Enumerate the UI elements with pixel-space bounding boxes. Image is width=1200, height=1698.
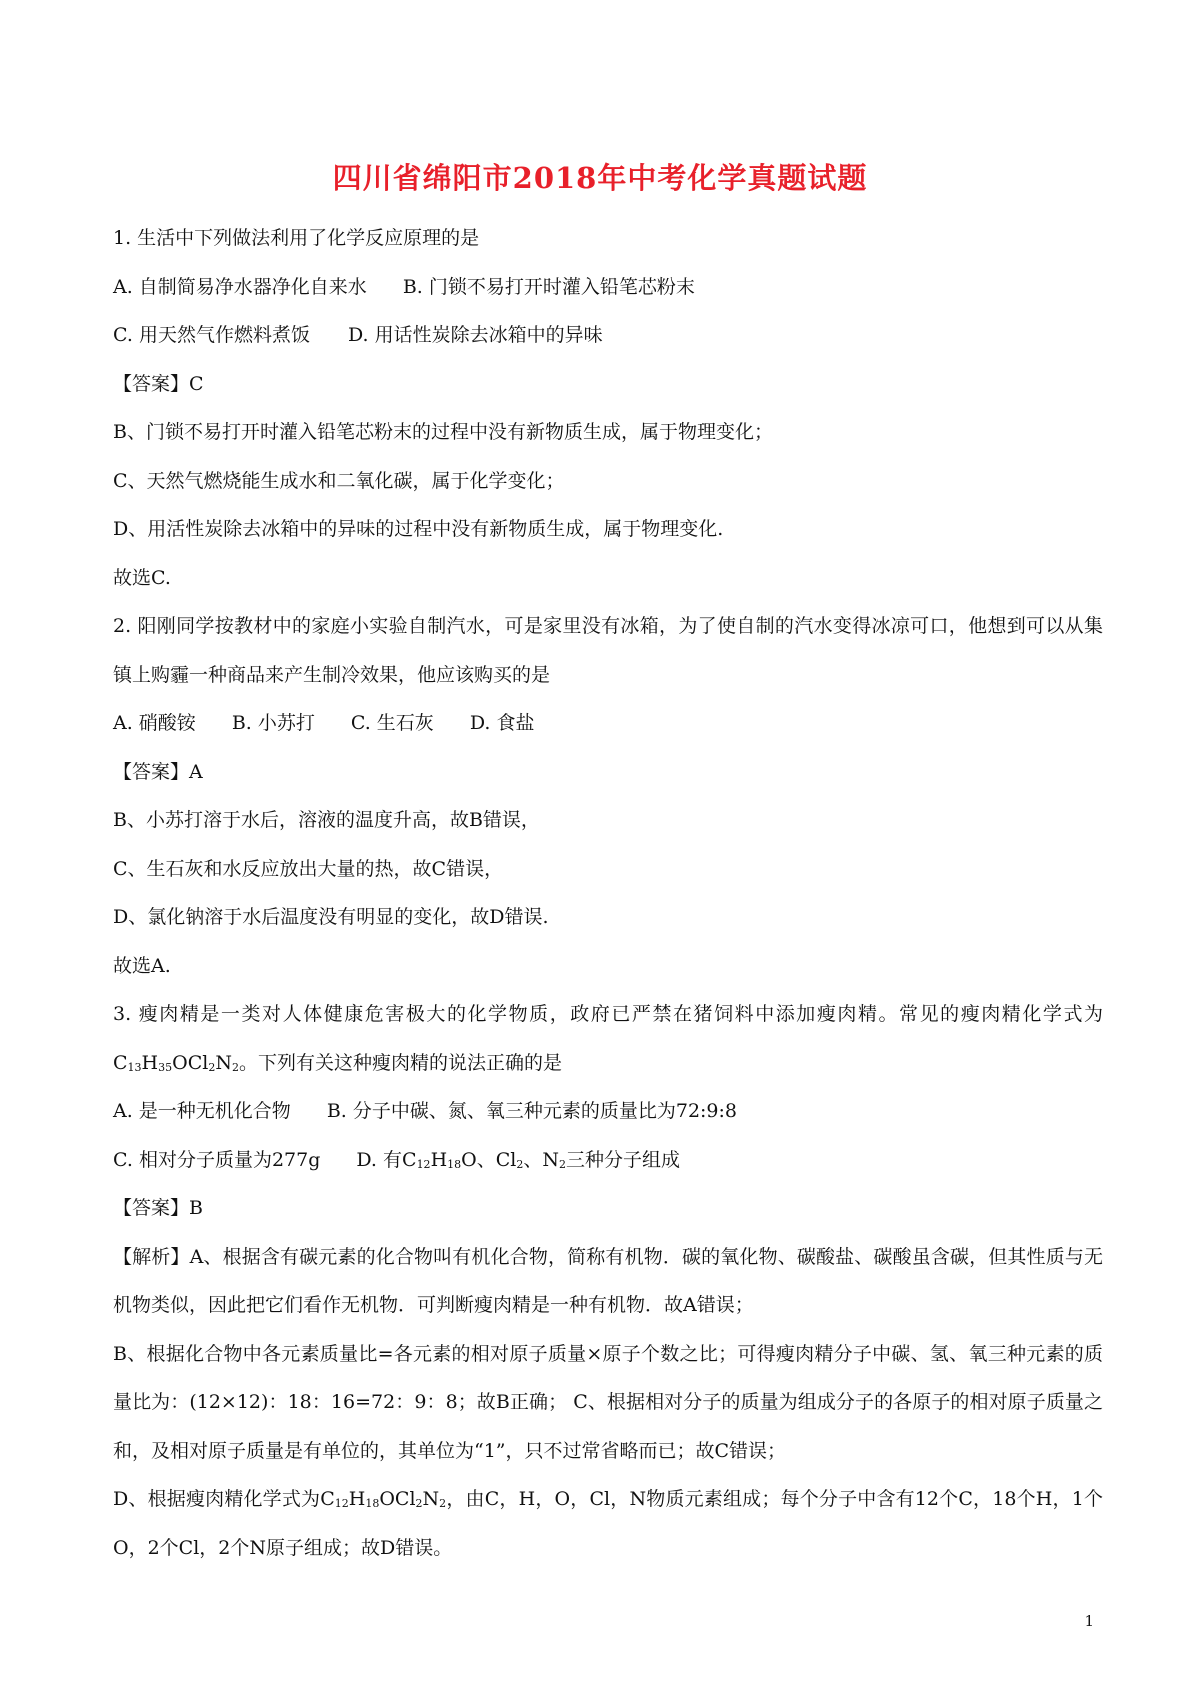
question-2-stem: 2. 阳刚同学按教材中的家庭小实验自制汽水，可是家里没有冰箱，为了使自制的汽水变得冰凉可口，他想到可以从集镇上购霾一种商品来产生制冷效果，他应该购买的是 [113, 615, 1103, 686]
question-1-explanation-d: D、用活性炭除去冰箱中的异味的过程中没有新物质生成，属于物理变化. [113, 518, 724, 540]
question-1-option-b: B. 门锁不易打开时灌入铅笔芯粉末 [402, 275, 695, 298]
question-2-explanation-d: D、氯化钠溶于水后温度没有明显的变化，故D错误. [113, 906, 549, 928]
question-1-option-a: A. 自制简易净水器净化自来水 [113, 275, 367, 298]
question-3-analysis-a: 【解析】A、根据含有碳元素的化合物叫有机化合物，简称有机物．碳的氧化物、碳酸盐、碳酸虽含碳，但其性质与无机物类似，因此把它们看作无机物．可判断瘦肉精是一种有机物．故A错误； [113, 1245, 1103, 1316]
question-1-option-c: C. 用天然气作燃料煮饭 [113, 324, 310, 346]
question-1-stem: 1. 生活中下列做法利用了化学反应原理的是 [113, 227, 480, 249]
question-3-analysis-bc: B、根据化合物中各元素质量比=各元素的相对原子质量×原子个数之比；可得瘦肉精分子中碳、氢、氧三种元素的质量比为：(12×12)：18：16=72：9：8；故B正确； C、根据相对分子的质量为组成分子的各原子的相对原子质量之和，及相对原子质量是有单位的，其单位为“1”，只不过常省略而已；故C错误； [113, 1342, 1103, 1462]
question-2-option-b: B. 小苏打 [231, 712, 315, 734]
question-1-options-ab [113, 263, 1103, 312]
question-2-option-a: A. 硝酸铵 [113, 712, 196, 734]
question-2-answer: 【答案】A [113, 760, 203, 783]
question-3-option-c: C. 相对分子质量为277g [113, 1148, 321, 1171]
question-2-explanation-b: B、小苏打溶于水后，溶液的温度升高，故B错误， [113, 809, 540, 831]
question-1-answer: 【答案】C [113, 372, 204, 395]
question-1-explanation-c: C、天然气燃烧能生成水和二氧化碳，属于化学变化； [113, 469, 565, 492]
question-2-option-c: C. 生石灰 [350, 712, 434, 734]
question-3-answer: 【答案】B [113, 1197, 203, 1219]
question-2-option-d: D. 食盐 [469, 712, 535, 734]
question-1-conclusion: 故选C. [113, 566, 171, 589]
question-1-options-cd [113, 311, 1103, 360]
question-1-option-d: D. 用话性炭除去冰箱中的异味 [347, 324, 603, 346]
question-1-explanation-b: B、门锁不易打开时灌入铅笔芯粉末的过程中没有新物质生成，属于物理变化； [113, 421, 773, 443]
question-2-options [113, 699, 1103, 748]
question-3-options-ab [113, 1087, 1103, 1136]
question-3-option-a: A. 是一种无机化合物 [113, 1100, 291, 1122]
question-3-option-b: B. 分子中碳、氮、氧三种元素的质量比为72:9:8 [326, 1100, 738, 1122]
document-title: 四川省绵阳市2018年中考化学真题试题 [332, 161, 868, 195]
question-3-option-d: D. 有$C_{12}H_{18}O$、$Cl_2$、$N_2$三种分子组成 [356, 1148, 680, 1171]
question-3-options-cd [113, 1136, 1103, 1185]
question-3-analysis-d: D、根据瘦肉精化学式为$C_{12}H_{18}OCl_2N_2$，由C，H，O，Cl，N物质元素组成；每个分子中含有12个C，18个H，1个O，2个Cl，2个N原子组成；故D错误。 [113, 1488, 1103, 1559]
page-number: 1 [1084, 1612, 1094, 1630]
question-2-conclusion: 故选A. [113, 954, 171, 977]
question-3-stem: 3. 瘦肉精是一类对人体健康危害极大的化学物质，政府已严禁在猪饲料中添加瘦肉精。常见的瘦肉精化学式为$C_{13}H_{35}OCl_2N_2$。下列有关这种瘦肉精的说法正确的是 [113, 1003, 1103, 1074]
question-2-explanation-c: C、生石灰和水反应放出大量的热，故C错误， [113, 857, 504, 880]
document-body [113, 214, 1103, 1572]
